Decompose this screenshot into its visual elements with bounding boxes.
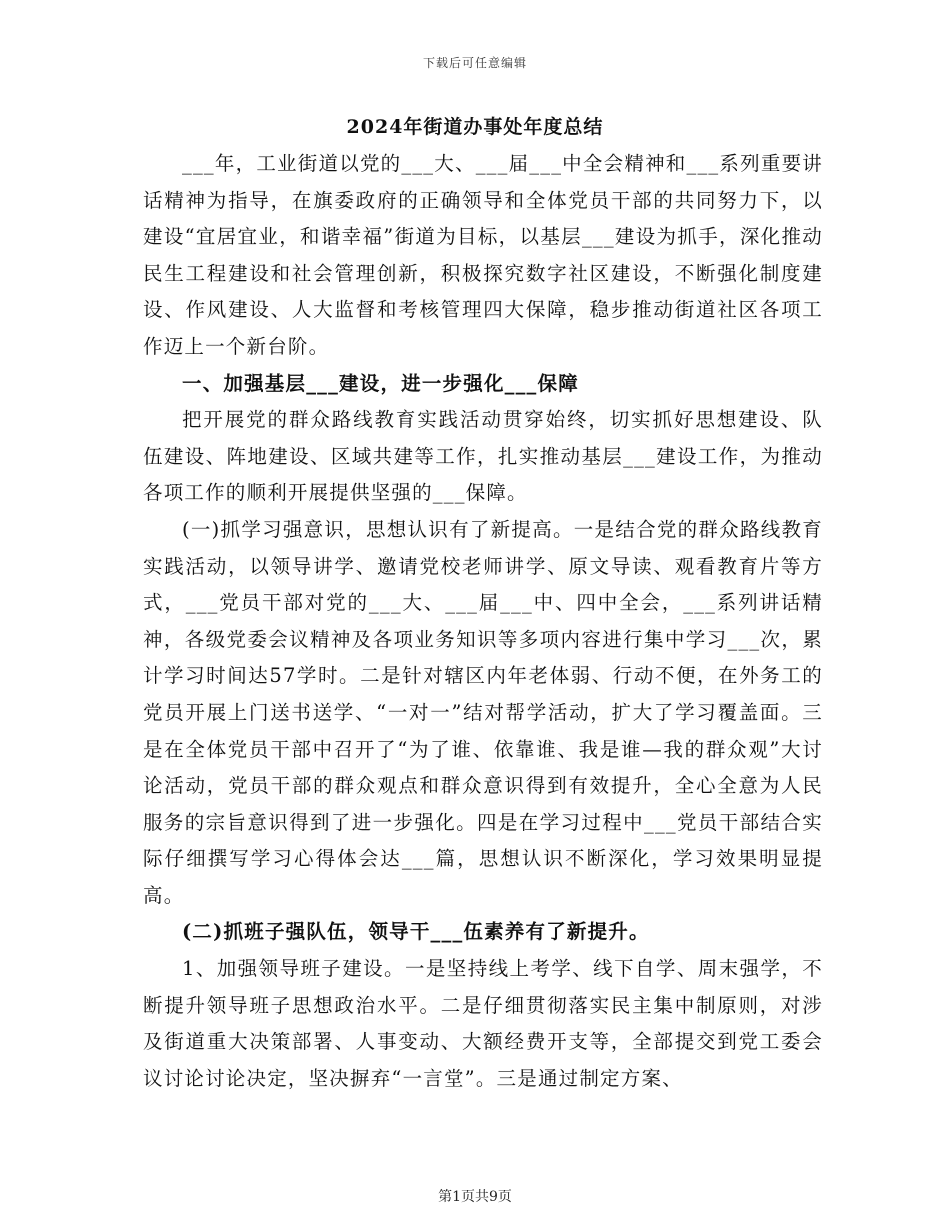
- subsection-1-paragraph: (一)抓学习强意识，思想认识有了新提高。一是结合党的群众路线教育实践活动，以领导讲学、邀请党校老师讲学、原文导读、观看教育片等方式，___党员干部对党的___大、___届___中、四中全会，___系列讲话精神，各级党委会议精神及各项业务知识等多项内容进行集中学习___次，累计学习时间达57学时。二是针对辖区内年老体弱、行动不便，在外务工的党员开展上门送书送学、“一对一”结对帮学活动，扩大了学习覆盖面。三是在全体党员干部中召开了“为了谁、依靠谁、我是谁—我的群众观”大讨论活动，党员干部的群众观点和群众意识得到有效提升，全心全意为人民服务的宗旨意识得到了进一步强化。四是在学习过程中___党员干部结合实际仔细撰写学习心得体会达___篇，思想认识不断深化，学习效果明显提高。: [143, 517, 823, 907]
- page-number-footer: 第1页共9页: [438, 1189, 512, 1205]
- section-heading-1: 一、加强基层___建设，进一步强化___保障: [182, 371, 579, 395]
- document-body: [143, 146, 823, 1097]
- document-title: 2024年街道办事处年度总结: [346, 116, 604, 138]
- subsection-heading-2: (二)抓班子强队伍，领导干___伍素养有了新提升。: [182, 920, 650, 944]
- subsection-2-paragraph: 1、加强领导班子建设。一是坚持线上考学、线下自学、周末强学，不断提升领导班子思想政治水平。二是仔细贯彻落实民主集中制原则，对涉及街道重大决策部署、人事变动、大额经费开支等，全部提交到党工委会议讨论讨论决定，坚决摒弃“一言堂”。三是通过制定方案、: [143, 957, 823, 1090]
- section-1-paragraph: 把开展党的群众路线教育实践活动贯穿始终，切实抓好思想建设、队伍建设、阵地建设、区域共建等工作，扎实推动基层___建设工作，为推动各项工作的顺利开展提供坚强的___保障。: [143, 408, 823, 505]
- header-note: 下载后可任意编辑: [422, 56, 527, 70]
- intro-paragraph: ___年，工业街道以党的___大、___届___中全会精神和___系列重要讲话精神为指导，在旗委政府的正确领导和全体党员干部的共同努力下，以建设“宜居宜业，和谐幸福”街道为目标，以基层___建设为抓手，深化推动民生工程建设和社会管理创新，积极探究数字社区建设，不断强化制度建设、作风建设、人大监督和考核管理四大保障，稳步推动街道社区各项工作迈上一个新台阶。: [143, 152, 823, 358]
